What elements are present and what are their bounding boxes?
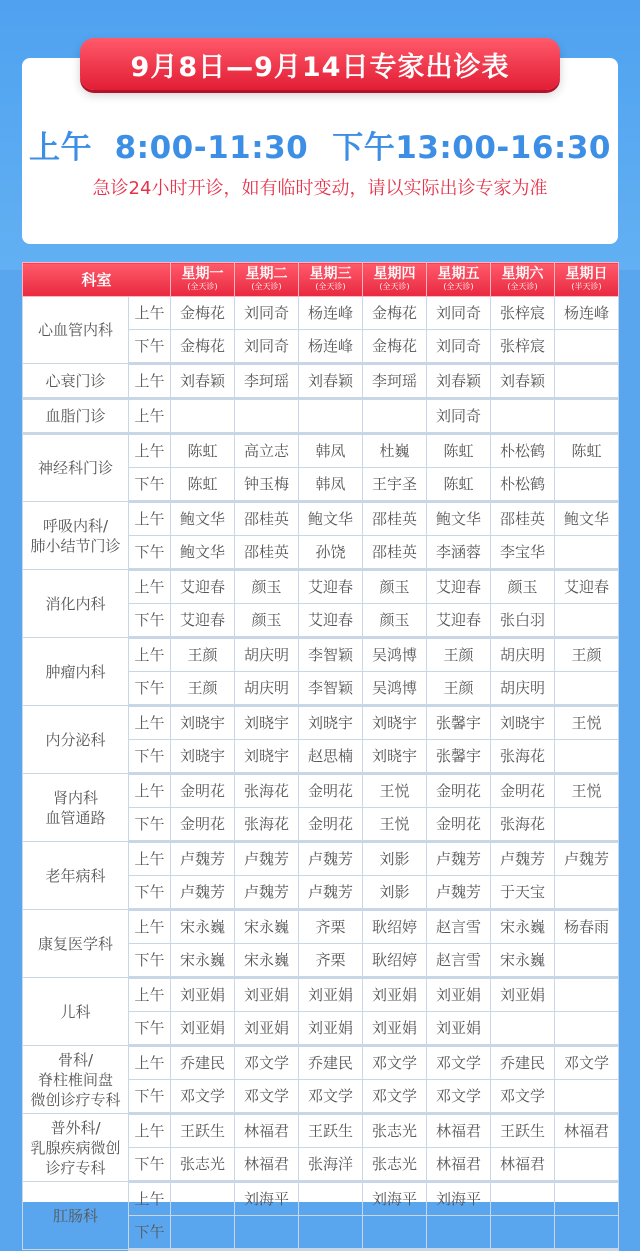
doctor-cell: 陈虹 (427, 434, 491, 468)
doctor-cell (555, 1216, 619, 1250)
doctor-cell: 刘亚娟 (299, 978, 363, 1012)
doctor-cell: 刘亚娟 (171, 1012, 235, 1046)
doctor-cell: 王颜 (171, 638, 235, 672)
doctor-cell: 金明花 (491, 774, 555, 808)
doctor-cell: 艾迎春 (171, 570, 235, 604)
day-name: 星期三 (309, 266, 352, 282)
doctor-cell: 赵言雪 (427, 910, 491, 944)
department-name: 肛肠科 (23, 1182, 129, 1250)
period-label: 上午 (129, 1114, 171, 1148)
doctor-cell: 刘海平 (363, 1182, 427, 1216)
day-header (555, 263, 619, 297)
doctor-cell: 胡庆明 (235, 638, 299, 672)
day-name: 星期六 (501, 266, 544, 282)
table-row (23, 774, 619, 808)
doctor-cell: 李珂瑶 (235, 364, 299, 399)
table-row (23, 364, 619, 399)
doctor-cell: 王颜 (171, 672, 235, 706)
doctor-cell: 张梓宸 (491, 297, 555, 330)
doctor-cell: 金明花 (299, 808, 363, 842)
day-header (363, 263, 427, 297)
doctor-cell: 林福君 (427, 1114, 491, 1148)
doctor-cell: 邵桂英 (235, 502, 299, 536)
department-name: 心血管内科 (23, 297, 129, 364)
department-name: 呼吸内科/ 肺小结节门诊 (23, 502, 129, 570)
department-name: 老年病科 (23, 842, 129, 910)
doctor-cell: 刘亚娟 (427, 1012, 491, 1046)
doctor-cell: 林福君 (427, 1148, 491, 1182)
department-name: 心衰门诊 (23, 364, 129, 399)
doctor-cell (491, 399, 555, 434)
doctor-cell (555, 1080, 619, 1114)
department-name: 肾内科 血管通路 (23, 774, 129, 842)
doctor-cell: 朴松鹤 (491, 468, 555, 502)
title-banner (80, 38, 560, 90)
period-label: 上午 (129, 502, 171, 536)
doctor-cell: 乔建民 (491, 1046, 555, 1080)
doctor-cell: 刘亚娟 (235, 978, 299, 1012)
day-name: 星期二 (245, 266, 288, 282)
doctor-cell: 宋永巍 (171, 944, 235, 978)
doctor-cell: 王悦 (555, 706, 619, 740)
doctor-cell: 宋永巍 (491, 910, 555, 944)
doctor-cell: 李智颖 (299, 638, 363, 672)
doctor-cell: 刘同奇 (427, 399, 491, 434)
doctor-cell (555, 364, 619, 399)
doctor-cell (235, 1216, 299, 1250)
doctor-cell: 鲍文华 (171, 502, 235, 536)
doctor-cell: 刘海平 (235, 1182, 299, 1216)
doctor-cell: 胡庆明 (235, 672, 299, 706)
doctor-cell: 刘亚娟 (363, 978, 427, 1012)
doctor-cell: 邓文学 (363, 1080, 427, 1114)
doctor-cell: 邓文学 (427, 1046, 491, 1080)
doctor-cell: 韩凤 (299, 434, 363, 468)
schedule-table (22, 262, 619, 1251)
day-header (491, 263, 555, 297)
doctor-cell (555, 1012, 619, 1046)
doctor-cell: 邓文学 (491, 1080, 555, 1114)
doctor-cell: 卢魏芳 (299, 876, 363, 910)
doctor-cell: 杜巍 (363, 434, 427, 468)
period-label: 下午 (129, 536, 171, 570)
period-label: 下午 (129, 1216, 171, 1250)
dept-header: 科室 (23, 263, 171, 297)
doctor-cell: 刘亚娟 (171, 978, 235, 1012)
doctor-cell: 邵桂英 (491, 502, 555, 536)
doctor-cell: 邓文学 (363, 1046, 427, 1080)
doctor-cell: 卢魏芳 (235, 876, 299, 910)
doctor-cell: 邓文学 (171, 1080, 235, 1114)
day-header (299, 263, 363, 297)
doctor-cell: 李珂瑶 (363, 364, 427, 399)
table-row (23, 399, 619, 434)
doctor-cell (363, 399, 427, 434)
period-label: 上午 (129, 1182, 171, 1216)
doctor-cell: 邵桂英 (363, 502, 427, 536)
doctor-cell: 刘春颖 (171, 364, 235, 399)
doctor-cell: 颜玉 (363, 604, 427, 638)
doctor-cell: 刘春颖 (491, 364, 555, 399)
doctor-cell: 刘海平 (427, 1182, 491, 1216)
doctor-cell: 杨连峰 (299, 297, 363, 330)
period-label: 下午 (129, 876, 171, 910)
doctor-cell: 林福君 (235, 1148, 299, 1182)
doctor-cell: 陈虹 (555, 434, 619, 468)
schedule-table-container (22, 262, 618, 1241)
doctor-cell (171, 1216, 235, 1250)
period-label: 上午 (129, 842, 171, 876)
doctor-cell: 颜玉 (491, 570, 555, 604)
doctor-cell: 张白羽 (491, 604, 555, 638)
doctor-cell: 刘亚娟 (491, 978, 555, 1012)
doctor-cell: 张馨宇 (427, 740, 491, 774)
doctor-cell: 艾迎春 (555, 570, 619, 604)
doctor-cell: 赵思楠 (299, 740, 363, 774)
doctor-cell: 陈虹 (427, 468, 491, 502)
doctor-cell: 刘亚娟 (427, 978, 491, 1012)
doctor-cell: 赵言雪 (427, 944, 491, 978)
period-label: 下午 (129, 1148, 171, 1182)
period-label: 上午 (129, 434, 171, 468)
doctor-cell (555, 1182, 619, 1216)
day-name: 星期四 (373, 266, 416, 282)
doctor-cell: 乔建民 (299, 1046, 363, 1080)
doctor-cell: 颜玉 (363, 570, 427, 604)
day-note: (全天诊) (187, 282, 218, 291)
period-label: 上午 (129, 570, 171, 604)
period-label: 上午 (129, 297, 171, 330)
table-header-row (23, 263, 619, 297)
doctor-cell (555, 604, 619, 638)
doctor-cell: 刘晓宇 (363, 706, 427, 740)
doctor-cell: 王颜 (555, 638, 619, 672)
department-name: 消化内科 (23, 570, 129, 638)
emergency-notice: 急诊24小时开诊，如有临时变动，请以实际出诊专家为准 (92, 178, 548, 199)
doctor-cell (299, 1182, 363, 1216)
doctor-cell: 邓文学 (555, 1046, 619, 1080)
doctor-cell: 杨连峰 (299, 330, 363, 364)
period-label: 下午 (129, 330, 171, 364)
doctor-cell: 鲍文华 (171, 536, 235, 570)
doctor-cell: 张志光 (363, 1114, 427, 1148)
doctor-cell: 卢魏芳 (427, 842, 491, 876)
doctor-cell: 王悦 (363, 808, 427, 842)
doctor-cell: 王颜 (427, 638, 491, 672)
doctor-cell: 金梅花 (363, 330, 427, 364)
doctor-cell: 艾迎春 (171, 604, 235, 638)
doctor-cell: 邓文学 (235, 1080, 299, 1114)
period-label: 上午 (129, 774, 171, 808)
day-note: (半天诊) (571, 282, 602, 291)
doctor-cell: 王悦 (555, 774, 619, 808)
doctor-cell: 金梅花 (363, 297, 427, 330)
table-row (23, 434, 619, 468)
day-note: (全天诊) (315, 282, 346, 291)
department-name: 肿瘤内科 (23, 638, 129, 706)
period-label: 上午 (129, 1046, 171, 1080)
doctor-cell: 卢魏芳 (299, 842, 363, 876)
department-name: 普外科/ 乳腺疾病微创 诊疗专科 (23, 1114, 129, 1182)
period-label: 下午 (129, 944, 171, 978)
doctor-cell: 刘影 (363, 876, 427, 910)
doctor-cell: 齐栗 (299, 944, 363, 978)
doctor-cell (555, 672, 619, 706)
doctor-cell (555, 399, 619, 434)
period-label: 下午 (129, 672, 171, 706)
doctor-cell: 金明花 (427, 808, 491, 842)
period-label: 上午 (129, 399, 171, 434)
period-label: 下午 (129, 1080, 171, 1114)
day-note: (全天诊) (251, 282, 282, 291)
doctor-cell: 朴松鹤 (491, 434, 555, 468)
doctor-cell: 颜玉 (235, 604, 299, 638)
doctor-cell: 孙饶 (299, 536, 363, 570)
doctor-cell: 王宇圣 (363, 468, 427, 502)
doctor-cell: 韩凤 (299, 468, 363, 502)
doctor-cell: 金明花 (171, 774, 235, 808)
doctor-cell: 颜玉 (235, 570, 299, 604)
day-name: 星期五 (437, 266, 480, 282)
doctor-cell: 刘晓宇 (491, 706, 555, 740)
doctor-cell (555, 944, 619, 978)
doctor-cell: 张梓宸 (491, 330, 555, 364)
doctor-cell: 杨春雨 (555, 910, 619, 944)
doctor-cell: 杨连峰 (555, 297, 619, 330)
doctor-cell: 王跃生 (299, 1114, 363, 1148)
doctor-cell: 刘春颖 (427, 364, 491, 399)
doctor-cell: 张馨宇 (427, 706, 491, 740)
doctor-cell: 金明花 (299, 774, 363, 808)
doctor-cell: 刘影 (363, 842, 427, 876)
doctor-cell: 艾迎春 (427, 570, 491, 604)
doctor-cell: 邵桂英 (363, 536, 427, 570)
doctor-cell (555, 808, 619, 842)
doctor-cell: 刘亚娟 (299, 1012, 363, 1046)
doctor-cell (555, 1148, 619, 1182)
period-label: 上午 (129, 706, 171, 740)
day-header (171, 263, 235, 297)
doctor-cell: 刘晓宇 (235, 706, 299, 740)
doctor-cell: 耿绍婷 (363, 944, 427, 978)
doctor-cell: 张海花 (235, 774, 299, 808)
doctor-cell: 金梅花 (171, 297, 235, 330)
doctor-cell: 艾迎春 (427, 604, 491, 638)
table-row (23, 978, 619, 1012)
doctor-cell (491, 1182, 555, 1216)
table-row (23, 1114, 619, 1148)
afternoon-hours: 下午13:00-16:30 (332, 130, 611, 166)
doctor-cell (555, 536, 619, 570)
table-body (23, 297, 619, 1250)
doctor-cell: 刘同奇 (427, 297, 491, 330)
doctor-cell (555, 876, 619, 910)
doctor-cell: 乔建民 (171, 1046, 235, 1080)
doctor-cell: 刘同奇 (427, 330, 491, 364)
doctor-cell: 张志光 (171, 1148, 235, 1182)
doctor-cell: 刘春颖 (299, 364, 363, 399)
doctor-cell: 王跃生 (171, 1114, 235, 1148)
doctor-cell: 刘晓宇 (171, 706, 235, 740)
table-row (23, 706, 619, 740)
doctor-cell: 钟玉梅 (235, 468, 299, 502)
doctor-cell: 陈虹 (171, 434, 235, 468)
doctor-cell: 吴鸿博 (363, 672, 427, 706)
doctor-cell: 林福君 (555, 1114, 619, 1148)
doctor-cell: 吴鸿博 (363, 638, 427, 672)
doctor-cell: 刘亚娟 (363, 1012, 427, 1046)
doctor-cell: 王跃生 (491, 1114, 555, 1148)
table-row (23, 842, 619, 876)
table-row (23, 502, 619, 536)
doctor-cell: 邵桂英 (235, 536, 299, 570)
doctor-cell: 卢魏芳 (427, 876, 491, 910)
doctor-cell: 刘晓宇 (235, 740, 299, 774)
department-name: 血脂门诊 (23, 399, 129, 434)
doctor-cell: 鲍文华 (427, 502, 491, 536)
doctor-cell: 高立志 (235, 434, 299, 468)
table-row (23, 570, 619, 604)
department-name: 内分泌科 (23, 706, 129, 774)
doctor-cell: 齐栗 (299, 910, 363, 944)
doctor-cell: 陈虹 (171, 468, 235, 502)
clinic-hours (22, 122, 618, 167)
table-row (23, 638, 619, 672)
doctor-cell (171, 399, 235, 434)
period-label: 下午 (129, 604, 171, 638)
day-name: 星期日 (565, 266, 608, 282)
period-label: 下午 (129, 808, 171, 842)
doctor-cell: 李智颖 (299, 672, 363, 706)
doctor-cell: 张海花 (491, 740, 555, 774)
doctor-cell: 卢魏芳 (555, 842, 619, 876)
department-name: 儿科 (23, 978, 129, 1046)
doctor-cell: 李宝华 (491, 536, 555, 570)
doctor-cell: 刘亚娟 (235, 1012, 299, 1046)
table-row (23, 1182, 619, 1216)
day-name: 星期一 (181, 266, 224, 282)
table-row (23, 297, 619, 330)
doctor-cell (555, 740, 619, 774)
doctor-cell (235, 399, 299, 434)
doctor-cell: 李涵蓉 (427, 536, 491, 570)
doctor-cell: 林福君 (491, 1148, 555, 1182)
doctor-cell (427, 1216, 491, 1250)
doctor-cell (363, 1216, 427, 1250)
doctor-cell: 邓文学 (427, 1080, 491, 1114)
period-label: 上午 (129, 638, 171, 672)
doctor-cell: 宋永巍 (491, 944, 555, 978)
doctor-cell (491, 1012, 555, 1046)
doctor-cell: 宋永巍 (235, 910, 299, 944)
doctor-cell: 刘晓宇 (171, 740, 235, 774)
doctor-cell (171, 1182, 235, 1216)
doctor-cell (555, 978, 619, 1012)
day-note: (全天诊) (507, 282, 538, 291)
doctor-cell (491, 1216, 555, 1250)
doctor-cell: 胡庆明 (491, 638, 555, 672)
morning-hours: 上午 8:00-11:30 (29, 130, 309, 166)
doctor-cell: 卢魏芳 (491, 842, 555, 876)
doctor-cell: 刘同奇 (235, 297, 299, 330)
day-header (427, 263, 491, 297)
doctor-cell: 胡庆明 (491, 672, 555, 706)
doctor-cell: 鲍文华 (555, 502, 619, 536)
doctor-cell: 艾迎春 (299, 570, 363, 604)
department-name: 神经科门诊 (23, 434, 129, 502)
page-title: 9月8日—9月14日专家出诊表 (130, 51, 510, 83)
doctor-cell: 王颜 (427, 672, 491, 706)
doctor-cell: 艾迎春 (299, 604, 363, 638)
doctor-cell: 王悦 (363, 774, 427, 808)
doctor-cell (299, 1216, 363, 1250)
doctor-cell (555, 468, 619, 502)
doctor-cell (299, 399, 363, 434)
doctor-cell: 刘晓宇 (363, 740, 427, 774)
doctor-cell: 金梅花 (171, 330, 235, 364)
department-name: 骨科/ 脊柱椎间盘 微创诊疗专科 (23, 1046, 129, 1114)
doctor-cell: 金明花 (427, 774, 491, 808)
doctor-cell: 张海花 (235, 808, 299, 842)
doctor-cell: 林福君 (235, 1114, 299, 1148)
period-label: 下午 (129, 1012, 171, 1046)
day-header (235, 263, 299, 297)
table-row (23, 910, 619, 944)
table-row (23, 1046, 619, 1080)
doctor-cell: 金明花 (171, 808, 235, 842)
doctor-cell: 刘同奇 (235, 330, 299, 364)
period-label: 上午 (129, 910, 171, 944)
doctor-cell: 卢魏芳 (171, 842, 235, 876)
day-note: (全天诊) (443, 282, 474, 291)
period-label: 下午 (129, 468, 171, 502)
doctor-cell: 于天宝 (491, 876, 555, 910)
doctor-cell: 宋永巍 (235, 944, 299, 978)
doctor-cell: 耿绍婷 (363, 910, 427, 944)
doctor-cell: 邓文学 (235, 1046, 299, 1080)
day-note: (全天诊) (379, 282, 410, 291)
period-label: 上午 (129, 978, 171, 1012)
period-label: 下午 (129, 740, 171, 774)
period-label: 上午 (129, 364, 171, 399)
doctor-cell: 刘晓宇 (299, 706, 363, 740)
department-name: 康复医学科 (23, 910, 129, 978)
doctor-cell: 卢魏芳 (171, 876, 235, 910)
doctor-cell: 邓文学 (299, 1080, 363, 1114)
doctor-cell: 宋永巍 (171, 910, 235, 944)
doctor-cell: 张海洋 (299, 1148, 363, 1182)
doctor-cell (555, 330, 619, 364)
doctor-cell: 鲍文华 (299, 502, 363, 536)
doctor-cell: 张志光 (363, 1148, 427, 1182)
doctor-cell: 张海花 (491, 808, 555, 842)
doctor-cell: 卢魏芳 (235, 842, 299, 876)
